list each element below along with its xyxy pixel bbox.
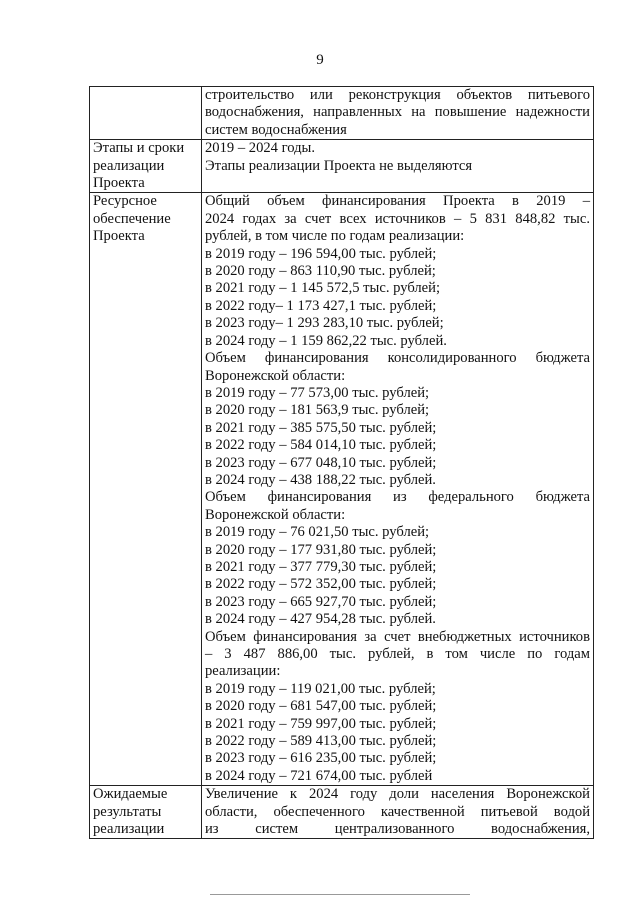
text-line: Этапы реализации Проекта не выделяются — [205, 157, 473, 174]
label-line: Ожидаемые — [93, 786, 168, 803]
row-label-empty — [90, 87, 202, 140]
federal-year-line: в 2020 году – 177 931,80 тыс. рублей; — [205, 541, 437, 558]
label-line: результаты — [93, 803, 162, 820]
federal-year-line: в 2022 году – 572 352,00 тыс. рублей; — [205, 576, 437, 593]
table-row-results — [90, 786, 594, 839]
scan-edge-line — [210, 894, 470, 895]
table-row-resources — [90, 193, 594, 786]
total-funding-line: рублей, в том числе по годам реализации: — [205, 228, 465, 245]
row-label-resources — [90, 193, 202, 786]
extrabudget-year-line: в 2024 году – 721 674,00 тыс. рублей — [205, 767, 433, 784]
consolidated-year-line: в 2024 году – 438 188,22 тыс. рублей. — [205, 471, 436, 488]
federal-year-line: в 2024 году – 427 954,28 тыс. рублей. — [205, 611, 436, 628]
consolidated-funding-line: Объем финансирования консолидированного бюджета — [205, 350, 590, 367]
extrabudget-year-line: в 2020 году – 681 547,00 тыс. рублей; — [205, 698, 437, 715]
extrabudget-funding-line: Объем финансирования за счет внебюджетных источников — [205, 628, 590, 645]
consolidated-funding-line: Воронежской области: — [205, 367, 346, 384]
project-passport-table — [89, 86, 594, 839]
federal-year-line: в 2019 году – 76 021,50 тыс. рублей; — [205, 524, 430, 541]
label-line: реализации — [93, 821, 165, 838]
row-label-stages — [90, 140, 202, 193]
total-year-line: в 2020 году – 863 110,90 тыс. рублей; — [205, 263, 436, 280]
label-line: Проекта — [93, 228, 145, 245]
text-line: систем водоснабжения — [205, 121, 347, 138]
extrabudget-year-line: в 2022 году – 589 413,00 тыс. рублей; — [205, 733, 437, 750]
goals-continued-cell — [202, 87, 594, 140]
extrabudget-year-line: в 2019 году – 119 021,00 тыс. рублей; — [205, 680, 436, 697]
extrabudget-funding-line: реализации: — [205, 663, 281, 680]
stages-cell — [202, 140, 594, 193]
label-line: обеспечение — [93, 210, 171, 227]
federal-funding-line: Объем финансирования из федерального бюджета — [205, 489, 590, 506]
page-number: 9 — [316, 52, 324, 68]
resources-cell — [202, 193, 594, 786]
total-year-line: в 2022 году– 1 173 427,1 тыс. рублей; — [205, 297, 437, 314]
label-line: Этапы и сроки — [93, 140, 185, 157]
total-year-line: в 2021 году – 1 145 572,5 тыс. рублей; — [205, 280, 441, 297]
text-line: Увеличение к 2024 году доли населения Воронежской — [205, 786, 590, 803]
total-funding-line: Общий объем финансирования Проекта в 2019 – — [205, 193, 590, 210]
federal-year-line: в 2021 году – 377 779,30 тыс. рублей; — [205, 558, 437, 575]
text-line: строительство или реконструкция объектов питьевого — [205, 87, 590, 103]
extrabudget-funding-line: – 3 487 886,00 тыс. рублей, в том числе по годам — [205, 646, 590, 662]
label-line: Ресурсное — [93, 193, 157, 210]
total-year-line: в 2024 году – 1 159 862,22 тыс. рублей. — [205, 332, 447, 349]
extrabudget-year-line: в 2023 году – 616 235,00 тыс. рублей; — [205, 750, 437, 767]
text-line: водоснабжения, направленных на повышение надежности — [205, 104, 590, 121]
total-year-line: в 2019 году – 196 594,00 тыс. рублей; — [205, 245, 437, 262]
label-line: реализации — [93, 157, 165, 174]
text-line: из систем централизованного водоснабжения, — [205, 821, 590, 838]
table-row-stages — [90, 140, 594, 193]
label-line: Проекта — [93, 175, 145, 192]
row-label-results — [90, 786, 202, 839]
consolidated-year-line: в 2023 году – 677 048,10 тыс. рублей; — [205, 454, 437, 471]
consolidated-year-line: в 2021 году – 385 575,50 тыс. рублей; — [205, 419, 437, 436]
consolidated-year-line: в 2020 году – 181 563,9 тыс. рублей; — [205, 402, 430, 419]
text-line: области, обеспеченного качественной питьевой водой — [205, 803, 590, 820]
results-cell — [202, 786, 594, 839]
total-year-line: в 2023 году– 1 293 283,10 тыс. рублей; — [205, 315, 444, 332]
total-funding-line: 2024 годах за счет всех источников – 5 831 848,82 тыс. — [205, 210, 590, 227]
consolidated-year-line: в 2019 году – 77 573,00 тыс. рублей; — [205, 384, 430, 401]
table-row-goals-continued — [90, 87, 594, 140]
text-line: 2019 – 2024 годы. — [205, 140, 315, 157]
federal-funding-line: Воронежской области: — [205, 506, 346, 523]
consolidated-year-line: в 2022 году – 584 014,10 тыс. рублей; — [205, 437, 437, 454]
extrabudget-year-line: в 2021 году – 759 997,00 тыс. рублей; — [205, 715, 437, 732]
federal-year-line: в 2023 году – 665 927,70 тыс. рублей; — [205, 593, 437, 610]
